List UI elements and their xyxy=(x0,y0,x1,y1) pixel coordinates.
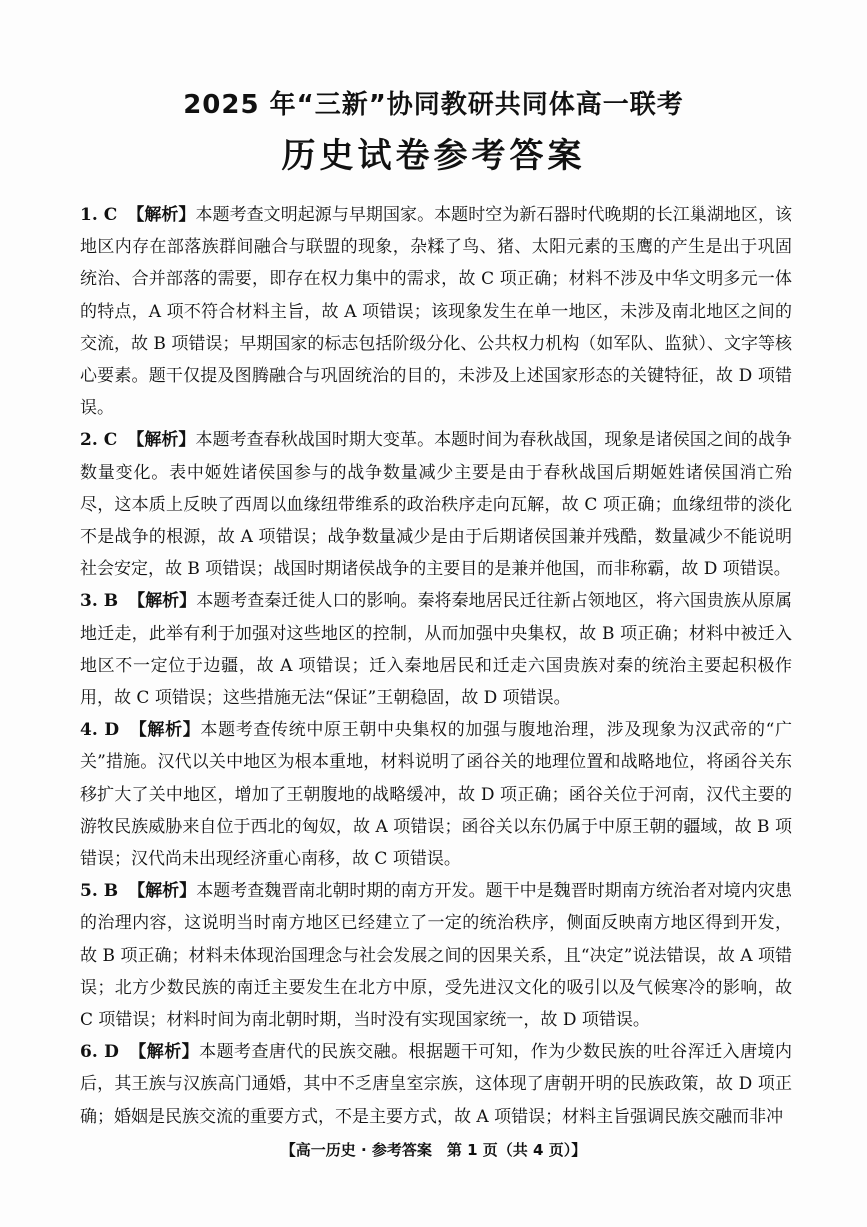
answer-text: 本题考查文明起源与早期国家。本题时空为新石器时代晚期的长江巢湖地区，该地区内存在部落族群间融合与联盟的现象，杂糅了鸟、猪、太阳元素的玉鹰的产生是出于巩固统治、合并部落的需要，即存在权力集中的需求，故 C 项正确；材料不涉及中华文明多元一体的特点，A 项不符合材料主旨，故 A 项错误；该现象发生在单一地区，未涉及南北地区之间的交流，故 B 项错误；早期国家的标志包括阶级分化、公共权力机构（如军队、监狱）、文字等核心要素。题干仅提及图腾融合与巩固统治的目的，未涉及上述国家形态的关键特征，故 D 项错误。 xyxy=(80,205,793,419)
answer-label: 1. C xyxy=(80,205,118,225)
answer-item-6 xyxy=(80,1036,792,1133)
answer-text: 本题考查春秋战国时期大变革。本题时间为春秋战国，现象是诸侯国之间的战争数量变化。表中姬姓诸侯国参与的战争数量减少主要是由于春秋战国后期姬姓诸侯国消亡殆尽，这本质上反映了西周以血缘纽带维系的政治秩序走向瓦解，故 C 项正确；血缘纽带的淡化不是战争的根源，故 A 项错误；战争数量减少是由于后期诸侯国兼并残酷，数量减少不能说明社会安定，故 B 项错误；战国时期诸侯战争的主要目的是兼并他国，而非称霸，故 D 项错误。 xyxy=(80,430,793,580)
analysis-tag: 【解析】 xyxy=(129,720,201,741)
analysis-tag: 【解析】 xyxy=(128,881,197,902)
answer-label: 5. B xyxy=(80,881,119,902)
answer-label: 6. D xyxy=(80,1042,119,1063)
answer-item-1 xyxy=(80,199,792,424)
answer-text: 本题考查唐代的民族交融。根据题干可知，作为少数民族的吐谷浑迁入唐境内后，其王族与汉族高门通婚，其中不乏唐皇室宗族，这体现了唐朝开明的民族政策，故 D 项正确；婚姻是民族交流的重要方式，不是主要方式，故 A 项错误；材料主旨强调民族交融而非冲 xyxy=(80,1042,792,1127)
answer-item-5 xyxy=(80,875,792,1036)
answer-item-2 xyxy=(80,424,792,585)
answer-label: 3. B xyxy=(80,591,119,612)
answer-item-3 xyxy=(80,585,792,714)
document-title: 历史试卷参考答案 xyxy=(281,136,586,176)
answer-label: 4. D xyxy=(80,720,120,741)
answer-list xyxy=(80,199,792,1133)
analysis-tag: 【解析】 xyxy=(127,205,196,225)
answer-item-4 xyxy=(80,714,792,875)
page-footer: 【高一历史 · 参考答案 第 1 页（共 4 页）】 xyxy=(280,1141,587,1159)
answer-text: 本题考查传统中原王朝中央集权的加强与腹地治理，涉及现象为汉武帝的“广关”措施。汉代以关中地区为根本重地，材料说明了函谷关的地理位置和战略地位，将函谷关东移扩大了关中地区，增加了王朝腹地的战略缓冲，故 D 项正确；函谷关位于河南，汉代主要的游牧民族威胁来自位于西北的匈奴，故 A 项错误；函谷关以东仍属于中原王朝的疆域，故 B 项错误；汉代尚未出现经济重心南移，故 C 项错误。 xyxy=(80,720,792,870)
exam-title: 2025 年“三新”协同教研共同体高一联考 xyxy=(183,90,684,120)
answer-label: 2. C xyxy=(80,430,118,451)
answer-text: 本题考查魏晋南北朝时期的南方开发。题干中是魏晋时期南方统治者对境内灾患的治理内容，这说明当时南方地区已经建立了一定的统治秩序，侧面反映南方地区得到开发，故 B 项正确；材料未体现治国理念与社会发展之间的因果关系，且“决定”说法错误，故 A 项错误；北方少数民族的南迁主要发生在北方中原，受先进汉文化的吸引以及气候寒冷的影响，故 C 项错误；材料时间为南北朝时期，当时没有实现国家统一，故 D 项错误。 xyxy=(80,881,792,1031)
analysis-tag: 【解析】 xyxy=(128,591,197,612)
answer-text: 本题考查秦迁徙人口的影响。秦将秦地居民迁往新占领地区，将六国贵族从原属地迁走，此举有利于加强对这些地区的控制，从而加强中央集权，故 B 项正确；材料中被迁入地区不一定位于边疆，故 A 项错误；迁入秦地居民和迁走六国贵族对秦的统治主要起积极作用，故 C 项错误；这些措施无法“保证”王朝稳固，故 D 项错误。 xyxy=(80,591,792,709)
analysis-tag: 【解析】 xyxy=(128,1042,200,1063)
analysis-tag: 【解析】 xyxy=(127,430,196,451)
